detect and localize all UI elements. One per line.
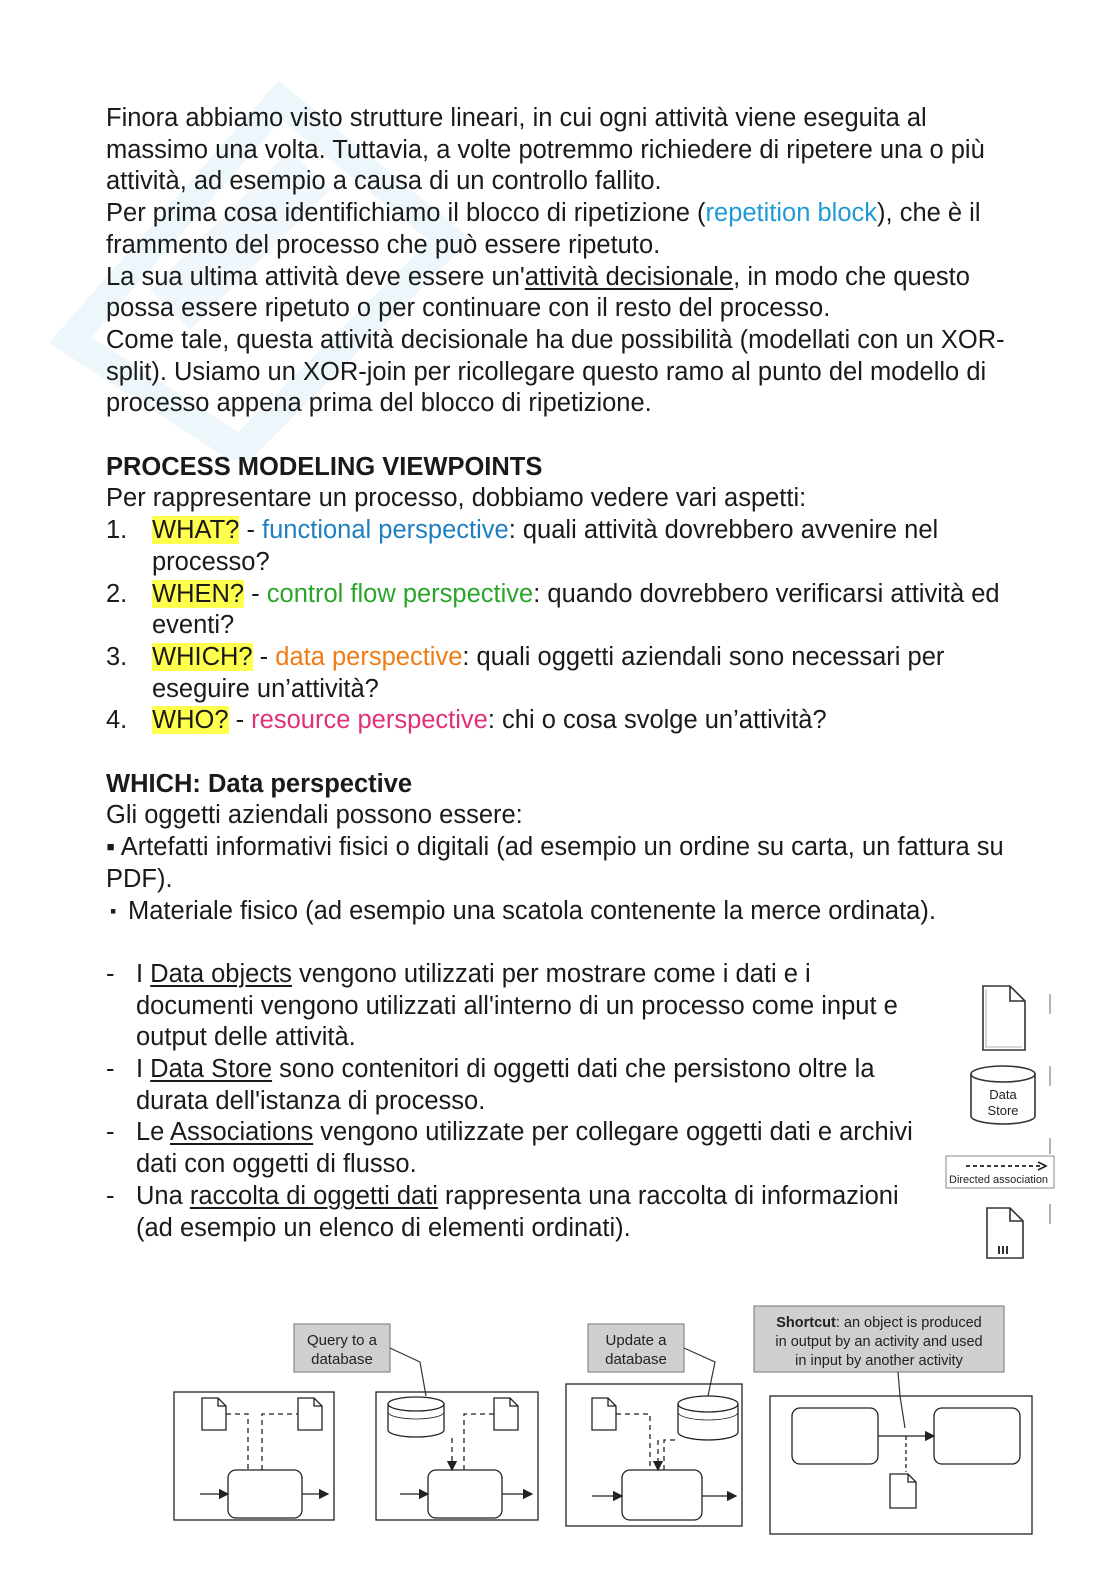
item-number: 1. <box>106 516 128 545</box>
bpmn-icons-panel <box>940 982 1060 1272</box>
data-collection-icon <box>987 1208 1023 1258</box>
text-span: Le <box>136 1118 171 1147</box>
figure-query-database <box>376 1392 538 1520</box>
text-span: ), che è il frammento del processo che può essere ripetuto. <box>106 199 981 259</box>
bullet-item <box>106 832 1026 895</box>
text-span: rappresenta una raccolta di informazioni (ad esempio un elenco di elementi ordinati). <box>136 1181 899 1242</box>
text-span: , in modo che questo possa essere ripetuto o per continuare con il resto del processo. <box>106 262 970 323</box>
associations-term: Associations <box>170 1118 314 1147</box>
viewpoint-question: WHO? <box>152 706 229 735</box>
viewpoints-list <box>106 515 1026 737</box>
dash-marker: - <box>106 1181 115 1210</box>
shortcut-bold: Shortcut <box>776 1315 836 1331</box>
text-span: sono contenitori di oggetti dati che persistono oltre la durata dell'istanza di processo. <box>136 1055 875 1115</box>
separator: - <box>239 516 263 545</box>
data-objects-term: Data objects <box>150 959 292 988</box>
directed-association-icon <box>946 1156 1054 1188</box>
data-object-icon <box>983 986 1025 1050</box>
item-number: 2. <box>106 579 128 608</box>
data-flow-figures <box>170 1300 1050 1570</box>
text-span: I <box>136 959 151 988</box>
data-perspective-lead: Gli oggetti aziendali possono essere: <box>106 801 523 830</box>
data-elements-list <box>106 959 926 1244</box>
data-element-item <box>106 1181 926 1244</box>
dash-marker: - <box>106 1055 115 1084</box>
repetition-block-term: repetition block <box>705 199 878 228</box>
perspective-name: resource perspective <box>251 706 488 735</box>
data-store-label-2: Store <box>987 1103 1019 1118</box>
item-number: 3. <box>106 642 128 671</box>
viewpoints-heading: PROCESS MODELING VIEWPOINTS <box>106 452 543 481</box>
update-label-1: Update a <box>605 1332 667 1349</box>
update-callout <box>588 1324 715 1396</box>
intro-section <box>106 103 1026 420</box>
data-element-item <box>106 959 926 1054</box>
text-span: Per prima cosa identifichiamo il blocco di ripetizione ( <box>106 199 706 228</box>
figure-update-database <box>566 1384 742 1526</box>
perspective-name: control flow perspective <box>266 579 534 608</box>
text-span: vengono utilizzati per mostrare come i dati e i documenti vengono utilizzati all'interno di un processo come input e output delle attività. <box>136 959 898 1052</box>
query-callout <box>294 1324 426 1396</box>
separator: - <box>228 706 252 735</box>
viewpoint-item <box>106 642 1026 705</box>
shortcut-line-1 <box>776 1315 982 1331</box>
shortcut-line-3: in input by another activity <box>795 1353 963 1369</box>
data-store-label-1: Data <box>989 1087 1017 1102</box>
viewpoint-question: WHAT? <box>152 516 240 545</box>
query-label-1: Query to a <box>306 1332 378 1349</box>
text-span: vengono utilizzate per collegare oggetti dati e archivi dati con oggetti di flusso. <box>136 1118 913 1179</box>
document-body <box>106 103 1026 1244</box>
separator: - <box>244 579 267 608</box>
intro-paragraph-2 <box>106 198 1026 261</box>
perspective-name: functional perspective <box>262 516 509 545</box>
bullet-text: Artefatti informativi fisici o digitali (ad esempio un ordine su carta, un fattura su PDF). <box>106 833 1004 893</box>
shortcut-callout <box>754 1306 1004 1428</box>
viewpoint-question: WHICH? <box>152 642 253 671</box>
perspective-description: : quali attività dovrebbero avvenire nel processo? <box>152 516 939 576</box>
viewpoints-lead: Per rappresentare un processo, dobbiamo vedere vari aspetti: <box>106 484 807 513</box>
intro-paragraph-3 <box>106 262 1026 325</box>
bullet-marker: ▪ <box>110 900 117 921</box>
viewpoint-item <box>106 515 1026 578</box>
update-label-2: database <box>605 1351 667 1368</box>
separator: - <box>252 642 276 671</box>
data-collection-term: raccolta di oggetti dati <box>189 1181 438 1210</box>
query-label-2: database <box>311 1351 373 1368</box>
bullet-text: Materiale fisico (ad esempio una scatola contenente la merce ordinata). <box>128 896 936 925</box>
perspective-name: data perspective <box>275 642 463 671</box>
viewpoint-item <box>106 705 1026 737</box>
shortcut-line-2: in output by an activity and used <box>775 1334 983 1350</box>
intro-paragraph-4: Come tale, questa attività decisionale ha due possibilità (modellati con un XOR-split). Usiamo un XOR-join per ricollegare questo ramo al punto del modello di processo appena prima del blocco di ripetizione. <box>106 325 1005 418</box>
dash-marker: - <box>106 959 115 988</box>
text-span: La sua ultima attività deve essere un' <box>106 262 525 291</box>
viewpoint-item <box>106 579 1026 642</box>
shortcut-text: : an object is produced <box>835 1315 982 1331</box>
data-perspective-heading: WHICH: Data perspective <box>106 769 413 798</box>
perspective-description: : quando dovrebbero verificarsi attività ed eventi? <box>152 579 1000 640</box>
decision-activity-term: attività decisionale <box>524 262 734 291</box>
viewpoint-question: WHEN? <box>152 579 245 608</box>
perspective-description: : chi o cosa svolge un’attività? <box>487 706 827 735</box>
dash-marker: - <box>106 1118 115 1147</box>
text-span: Una <box>136 1181 190 1210</box>
data-element-item <box>106 1117 926 1180</box>
bullet-item <box>106 896 1026 928</box>
directed-association-label: Directed association <box>949 1174 1049 1186</box>
intro-paragraph-1: Finora abbiamo visto strutture lineari, in cui ogni attività viene eseguita al massimo una volta. Tuttavia, a volte potremmo richiedere di ripetere una o più attività, ad esempio a causa di un controllo fallito. <box>106 104 985 196</box>
item-number: 4. <box>106 706 128 735</box>
bullet-marker: ▪ <box>106 833 116 862</box>
text-span: I <box>136 1055 151 1084</box>
figure-data-objects <box>174 1392 334 1520</box>
data-element-item <box>106 1054 926 1117</box>
data-store-term: Data Store <box>150 1055 273 1084</box>
perspective-description: : quali oggetti aziendali sono necessari per eseguire un’attività? <box>152 642 945 703</box>
figure-shortcut <box>770 1396 1032 1534</box>
